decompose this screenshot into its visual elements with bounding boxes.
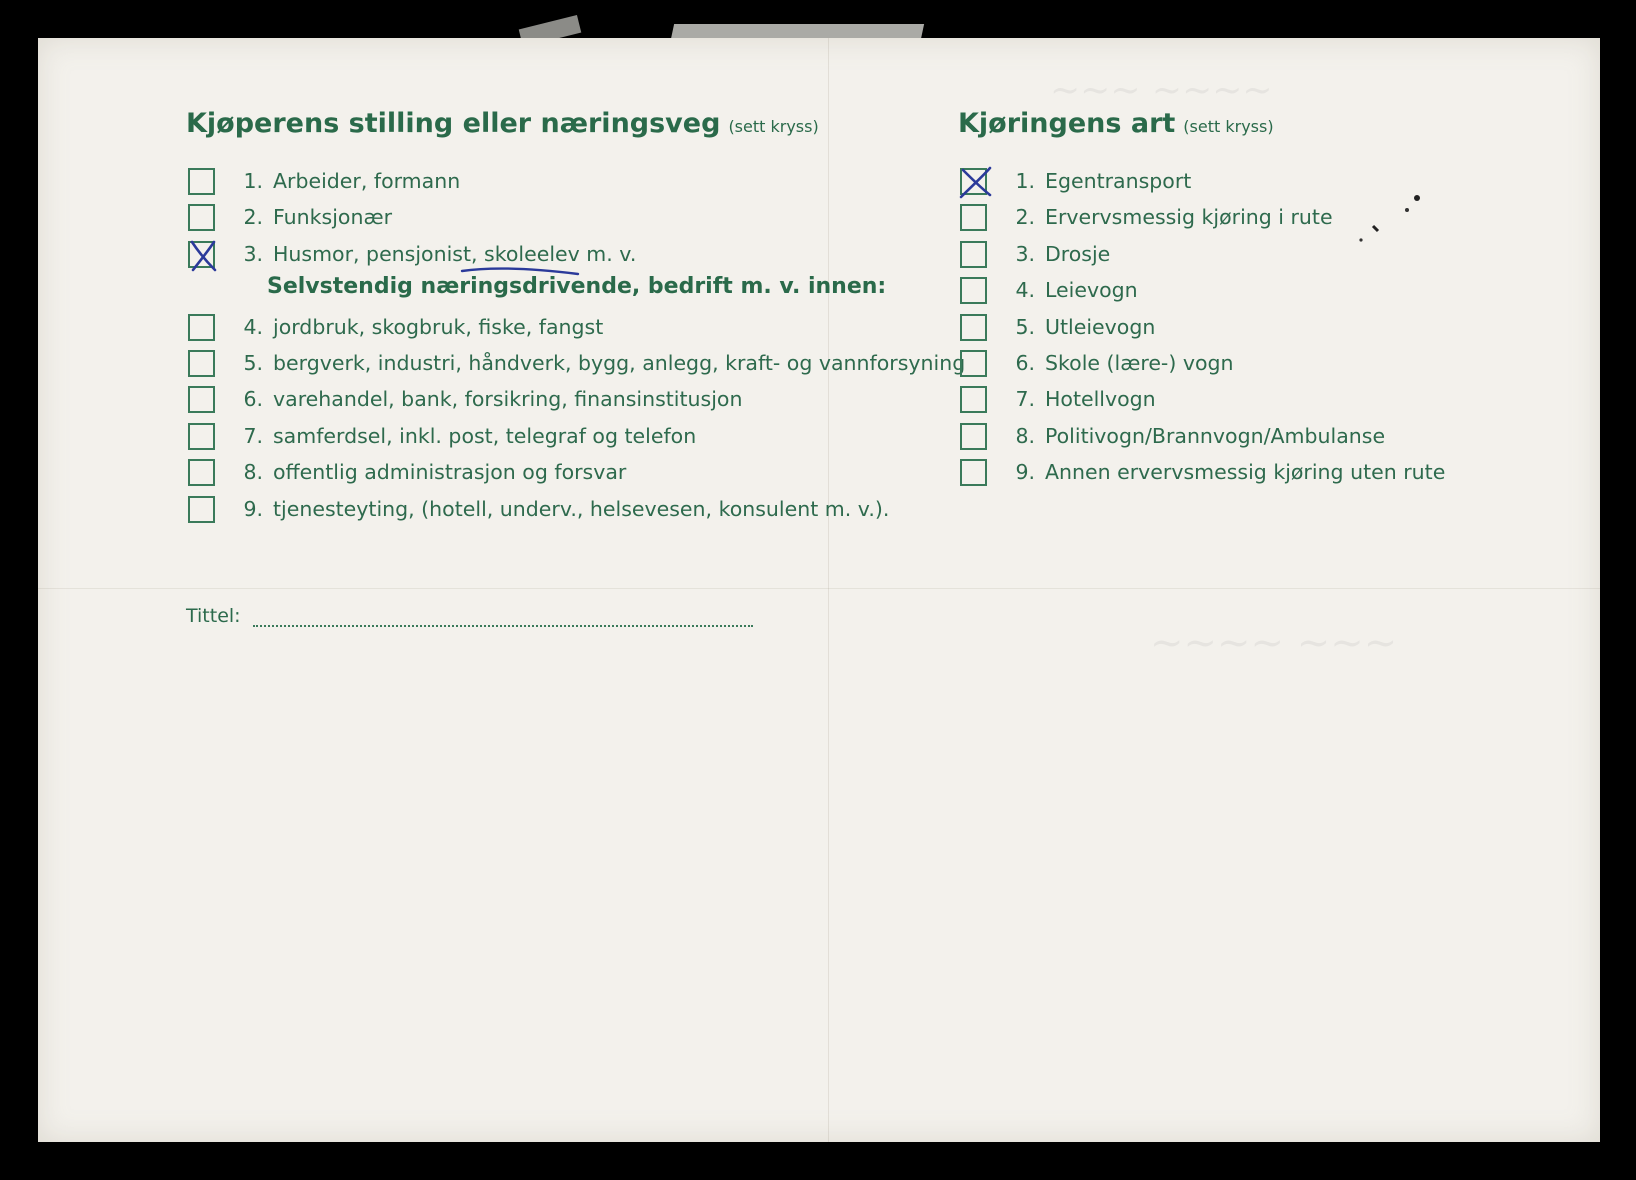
item-label: Husmor, pensjonist, skoleelev m. v. bbox=[273, 242, 637, 266]
item-label: jordbruk, skogbruk, fiske, fangst bbox=[273, 315, 604, 339]
item-number: 3. bbox=[1015, 242, 1035, 266]
item-number: 5. bbox=[1015, 315, 1035, 339]
item-label: Hotellvogn bbox=[1045, 387, 1156, 411]
checkbox[interactable] bbox=[188, 459, 215, 486]
left-title-text: Kjøperens stilling eller næringsveg bbox=[186, 108, 721, 139]
checkbox[interactable] bbox=[188, 168, 215, 195]
item-number: 8. bbox=[1015, 424, 1035, 448]
checkbox[interactable] bbox=[188, 314, 215, 341]
tittel-label: Tittel: bbox=[186, 605, 241, 627]
right-title-note: (sett kryss) bbox=[1183, 117, 1274, 136]
item-label: Politivogn/Brannvogn/Ambulanse bbox=[1045, 424, 1386, 448]
right-title-text: Kjøringens art bbox=[958, 108, 1176, 139]
checkbox[interactable] bbox=[188, 423, 215, 450]
checkbox[interactable] bbox=[960, 277, 987, 304]
item-label: samferdsel, inkl. post, telegraf og telefon bbox=[273, 424, 697, 448]
item-label: offentlig administrasjon og forsvar bbox=[273, 460, 627, 484]
item-number: 7. bbox=[1015, 387, 1035, 411]
checkbox-checked[interactable] bbox=[960, 168, 987, 195]
checkbox[interactable] bbox=[960, 204, 987, 231]
checkbox[interactable] bbox=[188, 496, 215, 523]
item-number: 1. bbox=[243, 169, 263, 193]
item-label: tjenesteyting, (hotell, underv., helsevesen, konsulent m. v.). bbox=[273, 497, 890, 521]
item-label: Skole (lære-) vogn bbox=[1045, 351, 1234, 375]
left-item-7[interactable] bbox=[188, 421, 696, 451]
item-label: Leievogn bbox=[1045, 278, 1138, 302]
checkbox[interactable] bbox=[960, 459, 987, 486]
right-item-8[interactable] bbox=[960, 421, 1385, 451]
item-label: Funksjonær bbox=[273, 205, 392, 229]
item-number: 5. bbox=[243, 351, 263, 375]
bleed-through-mark: ~~~ ~~~~ bbox=[1050, 70, 1273, 111]
left-item-2[interactable] bbox=[188, 202, 392, 232]
item-label: Drosje bbox=[1045, 242, 1111, 266]
item-number: 8. bbox=[243, 460, 263, 484]
right-item-5[interactable] bbox=[960, 312, 1155, 342]
bleed-through-mark: ~~~~ ~~~ bbox=[1150, 620, 1398, 666]
right-item-1[interactable] bbox=[960, 166, 1191, 196]
ink-specks bbox=[1355, 190, 1435, 250]
left-item-8[interactable] bbox=[188, 457, 626, 487]
right-item-7[interactable] bbox=[960, 384, 1156, 414]
item-label: bergverk, industri, håndverk, bygg, anlegg, kraft- og vannforsyning bbox=[273, 351, 966, 375]
item-number: 4. bbox=[1015, 278, 1035, 302]
left-item-4[interactable] bbox=[188, 312, 603, 342]
right-item-9[interactable] bbox=[960, 457, 1445, 487]
right-item-2[interactable] bbox=[960, 202, 1333, 232]
left-item-5[interactable] bbox=[188, 348, 965, 378]
item-number: 4. bbox=[243, 315, 263, 339]
item-number: 3. bbox=[243, 242, 263, 266]
item-label: Egentransport bbox=[1045, 169, 1192, 193]
fold-line-vertical bbox=[828, 38, 829, 1142]
item-label: varehandel, bank, forsikring, finansinstitusjon bbox=[273, 387, 743, 411]
item-number: 2. bbox=[243, 205, 263, 229]
checkbox[interactable] bbox=[960, 350, 987, 377]
right-item-6[interactable] bbox=[960, 348, 1234, 378]
item-label: Annen ervervsmessig kjøring uten rute bbox=[1045, 460, 1446, 484]
item-number: 7. bbox=[243, 424, 263, 448]
left-subheading: Selvstendig næringsdrivende, bedrift m. v. innen: bbox=[267, 274, 887, 299]
left-section-title bbox=[186, 108, 819, 139]
tittel-field[interactable] bbox=[186, 605, 753, 627]
handwritten-cross-icon bbox=[188, 239, 220, 273]
checkbox[interactable] bbox=[960, 423, 987, 450]
checkbox-checked[interactable] bbox=[188, 241, 215, 268]
fold-line-horizontal bbox=[38, 588, 1600, 589]
item-label: Ervervsmessig kjøring i rute bbox=[1045, 205, 1333, 229]
item-number: 9. bbox=[243, 497, 263, 521]
right-section-title bbox=[958, 108, 1274, 139]
checkbox[interactable] bbox=[188, 386, 215, 413]
item-label: Utleievogn bbox=[1045, 315, 1156, 339]
checkbox[interactable] bbox=[960, 241, 987, 268]
left-item-9[interactable] bbox=[188, 494, 889, 524]
checkbox[interactable] bbox=[188, 350, 215, 377]
item-number: 9. bbox=[1015, 460, 1035, 484]
right-item-3[interactable] bbox=[960, 239, 1110, 269]
left-item-6[interactable] bbox=[188, 384, 742, 414]
handwritten-cross-icon bbox=[958, 165, 994, 201]
item-number: 2. bbox=[1015, 205, 1035, 229]
checkbox[interactable] bbox=[960, 386, 987, 413]
checkbox[interactable] bbox=[960, 314, 987, 341]
item-number: 6. bbox=[243, 387, 263, 411]
right-item-4[interactable] bbox=[960, 275, 1138, 305]
item-number: 6. bbox=[1015, 351, 1035, 375]
left-title-note: (sett kryss) bbox=[728, 117, 819, 136]
tittel-dotted-line[interactable] bbox=[253, 607, 753, 627]
item-number: 1. bbox=[1015, 169, 1035, 193]
checkbox[interactable] bbox=[188, 204, 215, 231]
item-label: Arbeider, formann bbox=[273, 169, 461, 193]
left-item-1[interactable] bbox=[188, 166, 460, 196]
